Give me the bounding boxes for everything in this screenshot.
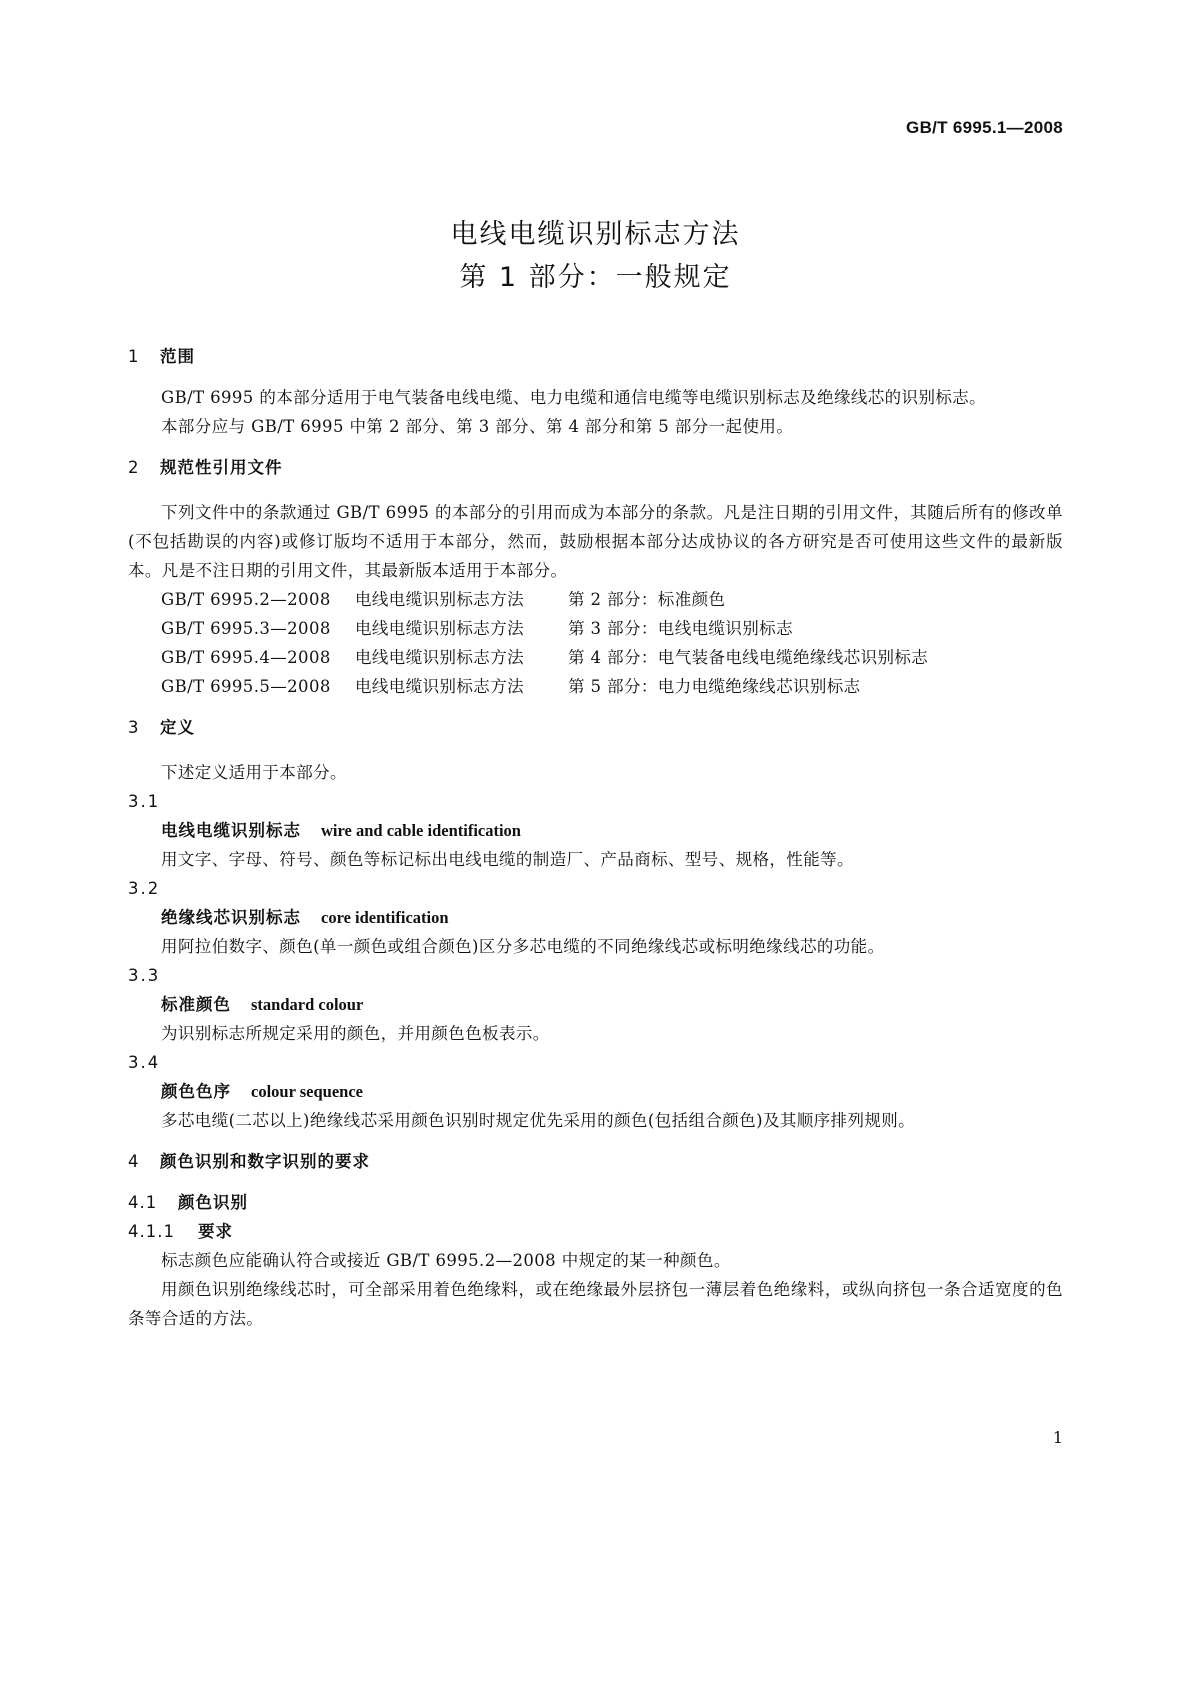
section-4-paragraph-2: 用颜色识别绝缘线芯时，可全部采用着色绝缘料，或在绝缘最外层挤包一薄层着色绝缘料，或纵向挤包一条合适宽度的色条等合适的方法。 — [128, 1280, 1063, 1328]
definition-number: 3.3 — [128, 966, 161, 985]
section-1-paragraph-2: 本部分应与 GB/T 6995 中第 2 部分、第 3 部分、第 4 部分和第 5 部分一起使用。 — [161, 417, 794, 436]
section-3-intro: 下述定义适用于本部分。 — [161, 763, 347, 782]
reference-item: GB/T 6995.2—2008 电线电缆识别标志方法 第 2 部分：标准颜色 — [161, 590, 726, 609]
standard-code: GB/T 6995.1—2008 — [906, 118, 1063, 137]
definition-term: 颜色色序 colour sequence — [161, 1082, 363, 1101]
definition-text: 用文字、字母、符号、颜色等标记标出电线电缆的制造厂、产品商标、型号、规格，性能等。 — [161, 850, 854, 869]
reference-item: GB/T 6995.5—2008 电线电缆识别标志方法 第 5 部分：电力电缆绝缘线芯识别标志 — [161, 677, 861, 696]
definition-number: 3.2 — [128, 879, 161, 898]
definition-text: 用阿拉伯数字、颜色(单一颜色或组合颜色)区分多芯电缆的不同绝缘线芯或标明绝缘线芯的功能。 — [161, 937, 885, 956]
section-3-heading: 3 定义 — [128, 718, 195, 737]
section-4-heading: 4 颜色识别和数字识别的要求 — [128, 1152, 370, 1171]
section-4-1-heading: 4.1 颜色识别 — [128, 1193, 248, 1212]
section-1-paragraph-1: GB/T 6995 的本部分适用于电气装备电线电缆、电力电缆和通信电缆等电缆识别标志及绝缘线芯的识别标志。 — [161, 388, 987, 407]
reference-item: GB/T 6995.3—2008 电线电缆识别标志方法 第 3 部分：电线电缆识别标志 — [161, 619, 793, 638]
document-body — [128, 342, 1063, 1333]
reference-item: GB/T 6995.4—2008 电线电缆识别标志方法 第 4 部分：电气装备电线电缆绝缘线芯识别标志 — [161, 648, 929, 667]
definition-term: 标准颜色 standard colour — [161, 995, 364, 1014]
page-number: 1 — [1052, 1428, 1063, 1447]
definition-text: 为识别标志所规定采用的颜色，并用颜色色板表示。 — [161, 1024, 550, 1043]
document-subtitle: 第 1 部分：一般规定 — [459, 262, 732, 293]
document-title: 电线电缆识别标志方法 — [450, 219, 741, 250]
section-2-paragraph: 下列文件中的条款通过 GB/T 6995 的本部分的引用而成为本部分的条款。凡是注日期的引用文件，其随后所有的修改单(不包括勘误的内容)或修订版均不适用于本部分，然而，鼓励根据本部分达成协议的各方研究是否可使用这些文件的最新版本。凡是不注日期的引用文件，其最新版本适用于本部分。 — [128, 503, 1063, 580]
section-4-paragraph-1: 标志颜色应能确认符合或接近 GB/T 6995.2—2008 中规定的某一种颜色。 — [161, 1251, 731, 1270]
definition-number: 3.4 — [128, 1053, 161, 1072]
definition-term: 电线电缆识别标志 wire and cable identification — [161, 821, 521, 840]
definition-text: 多芯电缆(二芯以上)绝缘线芯采用颜色识别时规定优先采用的颜色(包括组合颜色)及其顺序排列规则。 — [161, 1111, 916, 1130]
definition-term: 绝缘线芯识别标志 core identification — [161, 908, 449, 927]
section-4-1-1-heading: 4.1.1 要求 — [128, 1222, 233, 1241]
section-1-heading: 1 范围 — [128, 347, 195, 366]
section-2-heading: 2 规范性引用文件 — [128, 458, 283, 477]
definition-number: 3.1 — [128, 792, 161, 811]
